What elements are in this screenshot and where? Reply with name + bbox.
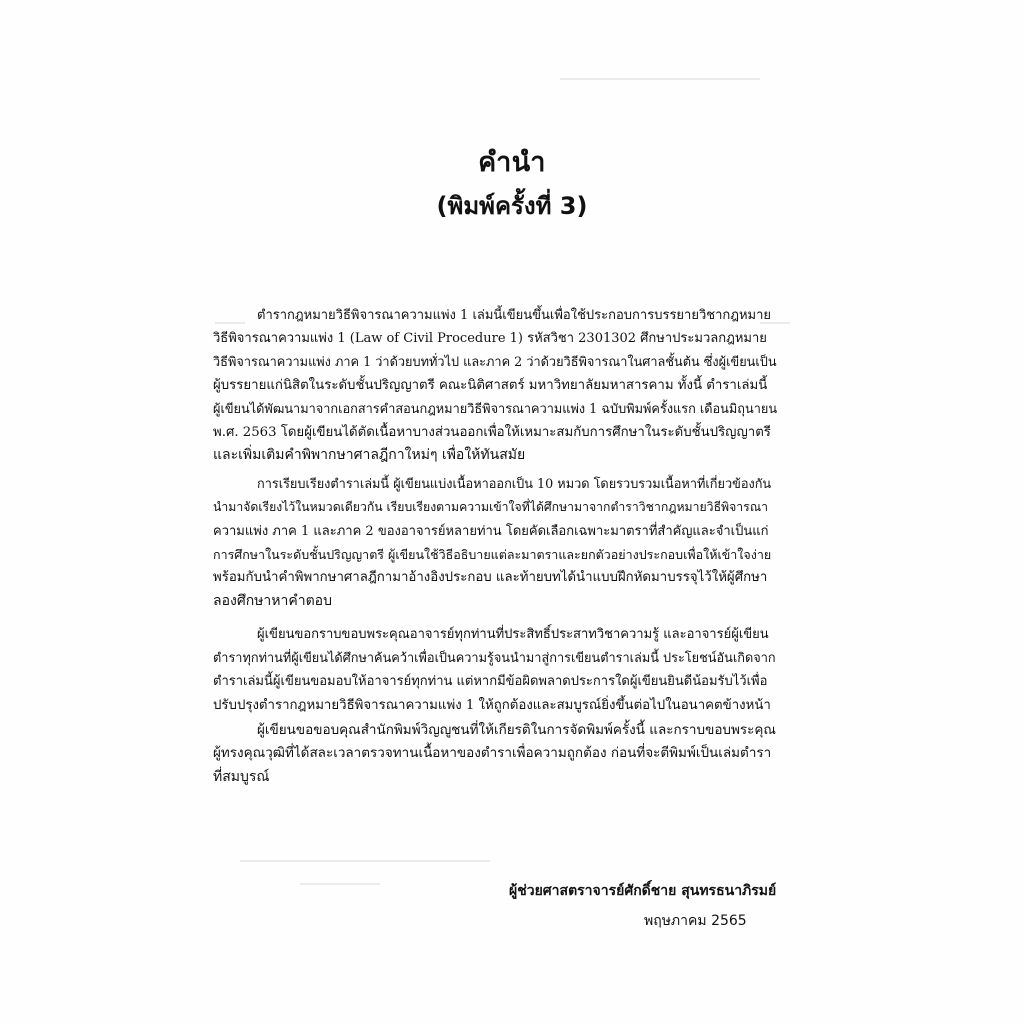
text-line: นำมาจัดเรียงไว้ในหมวดเดียวกัน เรียบเรียงตามความเข้าใจที่ได้ศึกษามาจากตำราวิชากฎหมายวิธีพิจารณา [213,500,768,515]
paragraph [213,623,777,717]
text-line: ความแพ่ง ภาค 1 และภาค 2 ของอาจารย์หลายท่าน โดยคัดเลือกเฉพาะมาตราที่สำคัญและจำเป็นแก่ [213,523,769,539]
text-line: ผู้ทรงคุณวุฒิที่ได้สละเวลาตรวจทานเนื้อหาของตำราเพื่อความถูกต้อง ก่อนที่จะตีพิมพ์เป็นเล่มตำรา [213,745,772,762]
text-line: ลองศึกษาหาคำตอบ [213,592,332,609]
text-line: ผู้เขียนขอขอบคุณสำนักพิมพ์วิญญูชนที่ให้เกียรติในการจัดพิมพ์ครั้งนี้ และกราบขอบพระคุณ [257,721,776,738]
text-line: วิธีพิจารณาความแพ่ง 1 (Law of Civil Procedure 1) รหัสวิชา 2301302 ศึกษาประมวลกฎหมาย [213,331,767,347]
text-line: ผู้เขียนได้พัฒนามาจากเอกสารคำสอนกฎหมายวิธีพิจารณาความแพ่ง 1 ฉบับพิมพ์ครั้งแรก เดือนมิถุนายน [213,401,777,417]
bleed-through-mark [560,78,760,80]
text-line: ตำราทุกท่านที่ผู้เขียนได้ศึกษาค้นคว้าเพื่อเป็นความรู้จนนำมาสู่การเขียนตำราเล่มนี้ ประโยชน์อันเกิดจาก [213,650,776,666]
bleed-through-mark [300,883,380,885]
preface-body [213,304,777,789]
text-line: ปรับปรุงตำรากฎหมายวิธีพิจารณาความแพ่ง 1 ให้ถูกต้องและสมบูรณ์ยิ่งขึ้นต่อไปในอนาคตข้างหน้า [213,697,771,713]
text-line: ผู้เขียนขอกราบขอบพระคุณอาจารย์ทุกท่านที่ประสิทธิ์ประสาทวิชาความรู้ และอาจารย์ผู้เขียน [257,627,769,643]
text-line: ที่สมบูรณ์ [213,768,270,785]
text-line: ตำรากฎหมายวิธีพิจารณาความแพ่ง 1 เล่มนี้เขียนขึ้นเพื่อใช้ประกอบการบรรยายวิชากฎหมาย [257,308,772,323]
page-title: คำนำ [478,147,546,178]
paragraph [213,473,777,613]
text-line: ตำราเล่มนี้ผู้เขียนขอมอบให้อาจารย์ทุกท่าน แต่หากมีข้อผิดพลาดประการใดผู้เขียนยินดีน้อมรับไว้เพื่อ [213,674,768,690]
paragraph [213,304,777,468]
signature-date: พฤษภาคม 2565 [644,913,747,929]
text-line: การศึกษาในระดับชั้นปริญญาตรี ผู้เขียนใช้วิธีอธิบายแต่ละมาตราและยกตัวอย่างประกอบเพื่อให้เข้าใจง่าย [213,547,772,563]
bleed-through-mark [215,322,245,324]
text-line: พ.ศ. 2563 โดยผู้เขียนได้ตัดเนื้อหาบางส่วนออกเพื่อให้เหมาะสมกับการศึกษาในระดับชั้นปริญญาตรี [213,425,771,441]
paragraph [213,719,777,789]
text-line: และเพิ่มเติมคำพิพากษาศาลฎีกาใหม่ๆ เพื่อให้ทันสมัย [213,447,526,464]
text-line: ผู้บรรยายแก่นิสิตในระดับชั้นปริญญาตรี คณะนิติศาสตร์ มหาวิทยาลัยมหาสารคาม ทั้งนี้ ตำราเล่มนี้ [213,378,768,394]
text-line: พร้อมกับนำคำพิพากษาศาลฎีกามาอ้างอิงประกอบ และท้ายบทได้นำแบบฝึกหัดมาบรรจุไว้ให้ผู้ศึกษา [213,570,768,586]
text-line: วิธีพิจารณาความแพ่ง ภาค 1 ว่าด้วยบททั่วไป และภาค 2 ว่าด้วยวิธีพิจารณาในศาลชั้นต้น ซึ่งผู้เขียนเป็น [213,354,777,370]
bleed-through-mark [240,860,490,862]
page-subtitle: (พิมพ์ครั้งที่ 3) [436,192,588,220]
text-line: การเรียบเรียงตำราเล่มนี้ ผู้เขียนแบ่งเนื้อหาออกเป็น 10 หมวด โดยรวบรวมเนื้อหาที่เกี่ยวข้องกัน [257,476,772,492]
author-signature: ผู้ช่วยศาสตราจารย์ศักดิ์ชาย สุนทรธนาภิรมย์ [509,883,777,899]
